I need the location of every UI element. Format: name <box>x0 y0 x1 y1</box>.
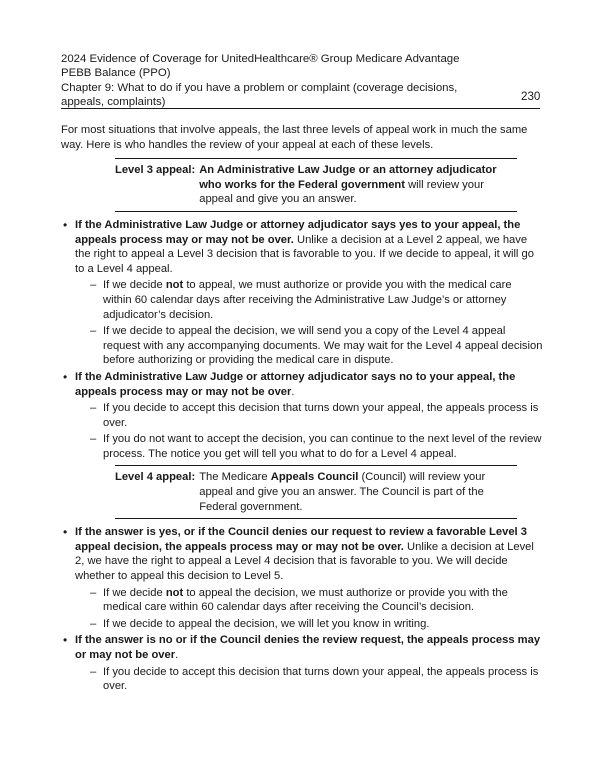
sub-list-item: – If we decide not to appeal, we must authorize or provide you with the medical care within 60 calendar days after receiving the Administrative Law Judge’s or attorney adjudicator’s decision. <box>75 278 543 322</box>
sub-list-item: – If you decide to accept this decision that turns down your appeal, the appeals process is over. <box>75 665 543 694</box>
page-body <box>61 123 543 696</box>
level3-label: Level 3 appeal: <box>115 164 196 177</box>
list-item: • If the Administrative Law Judge or attorney adjudicator says no to your appeal, the appeals process may or may not be over. – If you decide to accept this decision that turns down your appeal, the appeals process is over. – If you do not want to accept the decision, you can continue to the next level of the review process. The notice you get will tell you what to do for a Level 4 appeal. <box>61 370 543 462</box>
sub-list-item: – If you do not want to accept the decision, you can continue to the next level of the review process. The notice you get will tell you what to do for a Level 4 appeal. <box>75 432 543 461</box>
sub-list-item: – If we decide to appeal the decision, we will let you know in writing. <box>75 617 543 632</box>
document-header <box>61 52 491 110</box>
sub-list-item: – If we decide not to appeal the decision, we must authorize or provide you with the medical care within 60 calendar days after receiving the Council’s decision. <box>75 586 543 615</box>
list-item: • If the Administrative Law Judge or attorney adjudicator says yes to your appeal, the appeals process may or may not be over. Unlike a decision at a Level 2 appeal, we have the right to appeal a Level 3 decision that is favorable to you. If we decide to appeal, it will go to a Level 4 appeal. – If we decide not to appeal, we must authorize or provide you with the medical care within 60 calendar days after receiving the Administrative Law Judge’s or attorney adjudicator’s decision. – If we decide to appeal the decision, we will send you a copy of the Level 4 appeal request with any accompanying documents. We may wait for the Level 4 appeal decision before authorizing or providing the medical care in dispute. <box>61 218 543 368</box>
header-divider <box>61 108 540 109</box>
page-number: 230 <box>521 90 541 103</box>
level3-appeal-box <box>115 158 517 212</box>
header-title: 2024 Evidence of Coverage for UnitedHealthcare® Group Medicare Advantage PEBB Balance (PPO) <box>61 53 460 80</box>
sub-list-item: – If we decide to appeal the decision, we will send you a copy of the Level 4 appeal request with any accompanying documents. We may wait for the Level 4 appeal decision before authorizing or providing the medical care in dispute. <box>75 324 543 368</box>
appeal-outcomes-list <box>61 218 543 462</box>
list-item: • If the answer is yes, or if the Council denies our request to review a favorable Level 3 appeal decision, the appeals process may or may not be over. Unlike a decision at Level 2, we have the right to appeal a Level 4 decision that is favorable to you. We will decide whether to appeal this decision to Level 5. – If we decide not to appeal the decision, we must authorize or provide you with the medical care within 60 calendar days after receiving the Council’s decision. – If we decide to appeal the decision, we will let you know in writing. <box>61 525 543 631</box>
level4-label: Level 4 appeal: <box>115 471 196 484</box>
sub-list-item: – If you decide to accept this decision that turns down your appeal, the appeals process is over. <box>75 401 543 430</box>
header-chapter: Chapter 9: What to do if you have a problem or complaint (coverage decisions, appeals, complaints) <box>61 81 458 109</box>
level4-description: The Medicare Appeals Council (Council) will review your appeal and give you an answer. The Council is part of the Federal government. <box>199 471 486 513</box>
list-item: • If the answer is no or if the Council denies the review request, the appeals process may or may not be over. – If you decide to accept this decision that turns down your appeal, the appeals process is over. <box>61 633 543 693</box>
level3-description: An Administrative Law Judge or an attorney adjudicator who works for the Federal government will review your appeal and give you an answer. <box>199 164 497 206</box>
intro-paragraph: For most situations that involve appeals, the last three levels of appeal work in much the same way. Here is who handles the review of your appeal at each of these levels. <box>61 124 528 151</box>
appeal-outcomes-list-2 <box>61 525 543 694</box>
level4-appeal-box <box>115 465 517 519</box>
